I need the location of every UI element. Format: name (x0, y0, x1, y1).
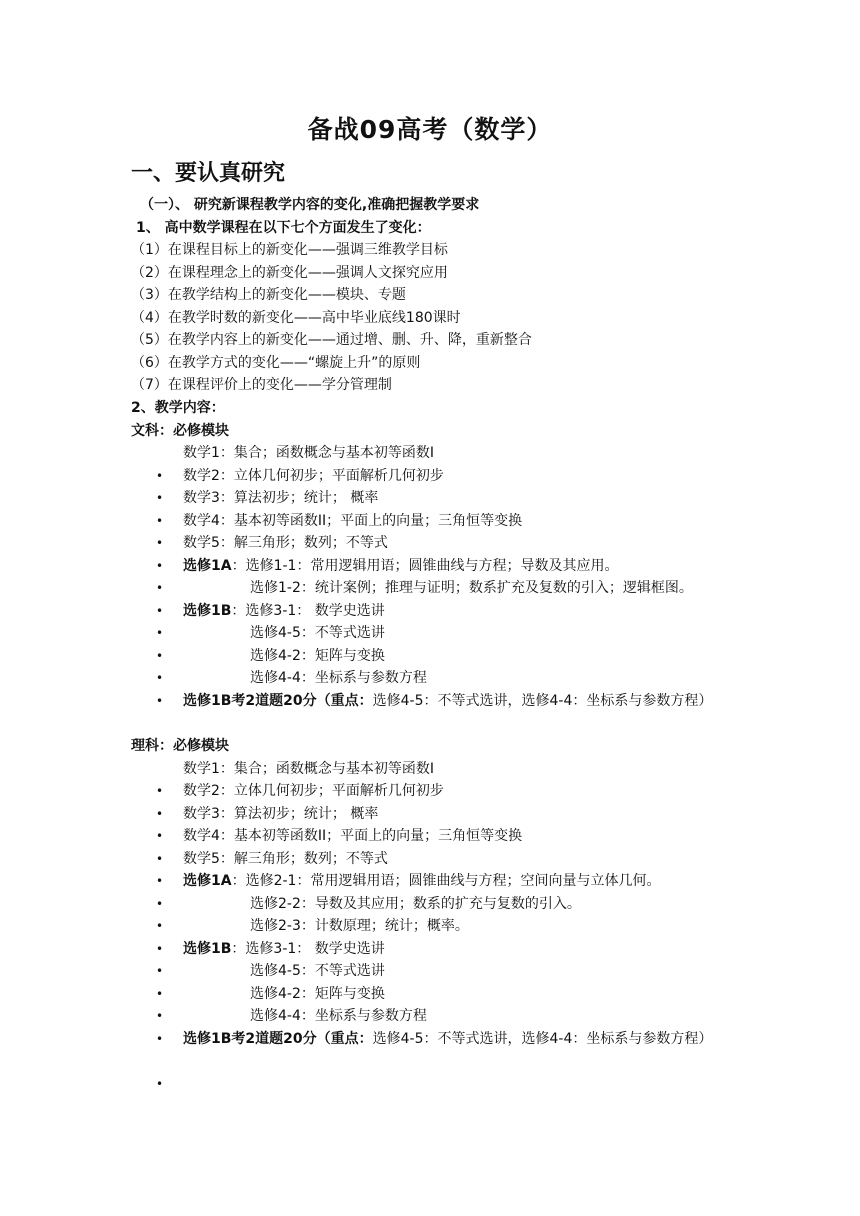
bullet: • (156, 536, 164, 550)
bullet: • (156, 514, 164, 528)
bullet: • (156, 671, 164, 685)
bullet: • (156, 1009, 164, 1023)
change-item-2: （2）在课程理念上的新变化——强调人文探究应用 (131, 265, 448, 281)
like-math1: 数学1：集合；函数概念与基本初等函数I (183, 761, 435, 777)
like-elective-2-2: 选修2-2：导数及其应用；数系的扩充与复数的引入。 (250, 896, 581, 912)
wenke-math4: 数学4：基本初等函数II；平面上的向量；三角恒等变换 (183, 513, 523, 529)
like-elective-4-5: 选修4-5：不等式选讲 (250, 963, 385, 979)
bullet: • (156, 829, 164, 843)
like-exam-note (183, 1028, 743, 1050)
bullet: • (156, 897, 164, 911)
wenke-elective-1b-label: 选修1B (183, 603, 232, 619)
wenke-elective-4-5: 选修4-5：不等式选讲 (250, 625, 385, 641)
bullet: • (156, 581, 164, 595)
like-math3: 数学3：算法初步；统计； 概率 (183, 806, 379, 822)
like-elective-4-4: 选修4-4：坐标系与参数方程 (250, 1008, 427, 1024)
bullet: • (156, 626, 164, 640)
like-elective-1a (183, 871, 660, 891)
bullet: • (156, 694, 164, 708)
bullet: • (156, 942, 164, 956)
like-elective-4-2: 选修4-2：矩阵与变换 (250, 986, 385, 1002)
wenke-elective-1a-2: 选修1-2：统计案例；推理与证明；数系扩充及复数的引入；逻辑框图。 (250, 580, 693, 596)
bullet: • (156, 559, 164, 573)
wenke-math3: 数学3：算法初步；统计； 概率 (183, 490, 379, 506)
change-item-5: （5）在教学内容上的新变化——通过增、删、升、降，重新整合 (131, 332, 532, 348)
point-heading-2: 2、教学内容： (131, 400, 225, 416)
wenke-elective-1a-text: ：选修1-1：常用逻辑用语；圆锥曲线与方程；导数及其应用。 (231, 558, 619, 574)
bullet: • (156, 491, 164, 505)
wenke-elective-1b-text: ：选修3-1： 数学史选讲 (231, 603, 385, 619)
bullet: • (156, 604, 164, 618)
bullet: • (156, 649, 164, 663)
subsection-heading: （一）、 研究新课程教学内容的变化,准确把握教学要求 (140, 197, 480, 213)
wenke-exam-note (183, 690, 743, 712)
bullet: • (156, 784, 164, 798)
like-exam-note-bold: 选修1B考2道题20分（重点： (183, 1031, 373, 1047)
like-elective-2-3: 选修2-3：计数原理；统计；概率。 (250, 918, 469, 934)
point-heading-1: 1、 高中数学课程在以下七个方面发生了变化： (136, 220, 431, 236)
wenke-elective-1a-label: 选修1A (183, 558, 232, 574)
like-exam-note-text: 选修4-5：不等式选讲，选修4-4：坐标系与参数方程） (372, 1031, 713, 1047)
document-title: 备战09高考（数学） (307, 115, 553, 144)
like-math4: 数学4：基本初等函数II；平面上的向量；三角恒等变换 (183, 828, 523, 844)
wenke-elective-1a (183, 556, 618, 576)
like-heading: 理科：必修模块 (131, 738, 229, 754)
wenke-exam-note-text: 选修4-5：不等式选讲，选修4-4：坐标系与参数方程） (372, 693, 713, 709)
bullet: • (156, 964, 164, 978)
change-item-3: （3）在教学结构上的新变化——模块、专题 (131, 287, 406, 303)
wenke-math5: 数学5：解三角形；数列；不等式 (183, 535, 388, 551)
like-elective-1b-label: 选修1B (183, 941, 232, 957)
bullet: • (156, 852, 164, 866)
like-math2: 数学2：立体几何初步；平面解析几何初步 (183, 783, 444, 799)
change-item-7: （7）在课程评价上的变化——学分管理制 (131, 377, 392, 393)
bullet: • (156, 1032, 164, 1046)
like-elective-1a-text: ：选修2-1：常用逻辑用语；圆锥曲线与方程；空间向量与立体几何。 (231, 873, 661, 889)
like-math5: 数学5：解三角形；数列；不等式 (183, 851, 388, 867)
wenke-elective-4-4: 选修4-4：坐标系与参数方程 (250, 670, 427, 686)
like-elective-1b (183, 939, 385, 959)
section-heading: 一、要认真研究 (131, 161, 286, 186)
bullet: • (156, 807, 164, 821)
bullet: • (156, 874, 164, 888)
like-elective-1b-text: ：选修3-1： 数学史选讲 (231, 941, 385, 957)
bullet: • (156, 469, 164, 483)
wenke-math2: 数学2：立体几何初步；平面解析几何初步 (183, 468, 444, 484)
change-item-1: （1）在课程目标上的新变化——强调三维教学目标 (131, 242, 448, 258)
change-item-4: （4）在教学时数的新变化——高中毕业底线180课时 (131, 310, 461, 326)
wenke-elective-4-2: 选修4-2：矩阵与变换 (250, 648, 385, 664)
wenke-heading: 文科：必修模块 (131, 423, 229, 439)
bullet: • (156, 919, 164, 933)
bullet: • (156, 1077, 164, 1091)
wenke-math1: 数学1：集合；函数概念与基本初等函数I (183, 445, 435, 461)
bullet: • (156, 987, 164, 1001)
change-item-6: （6）在教学方式的变化——“螺旋上升”的原则 (131, 355, 421, 371)
wenke-elective-1b (183, 601, 385, 621)
wenke-exam-note-bold: 选修1B考2道题20分（重点： (183, 693, 373, 709)
like-elective-1a-label: 选修1A (183, 873, 232, 889)
